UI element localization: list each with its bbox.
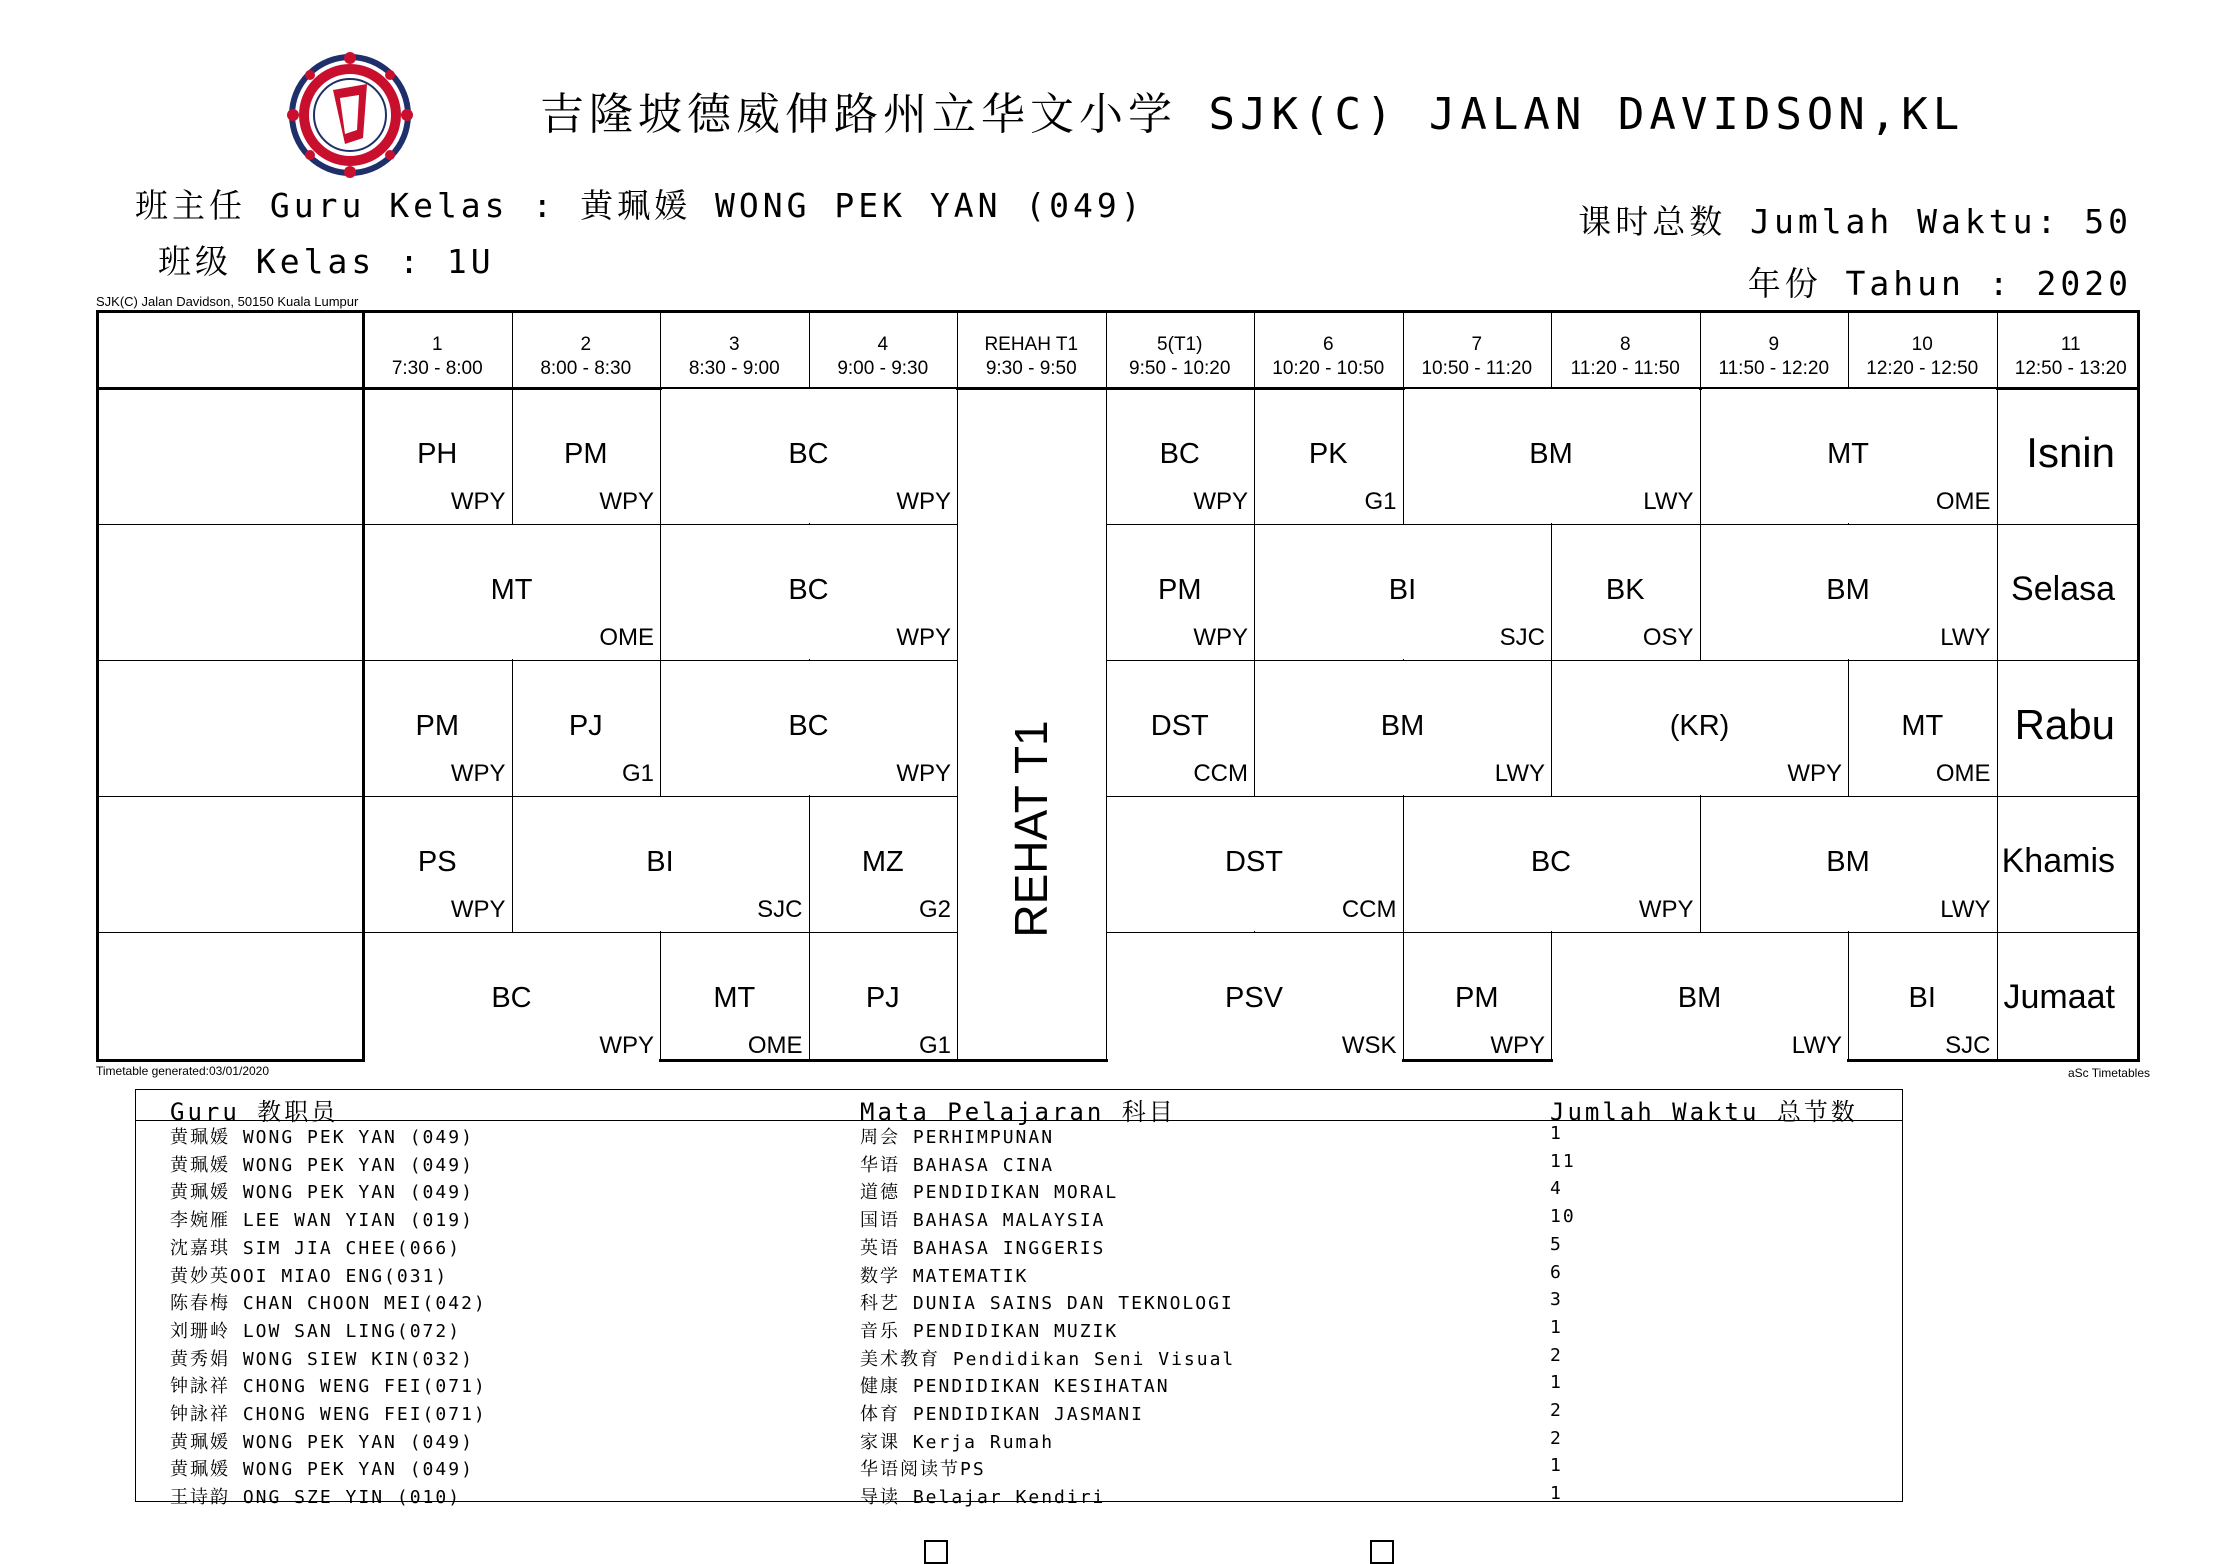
summary-subject: 华语 BAHASA CINA — [860, 1154, 1055, 1176]
lesson-teacher: G2 — [918, 896, 951, 923]
lesson-teacher: SJC — [757, 896, 803, 923]
period-header — [957, 333, 1106, 381]
summary-row — [136, 1287, 1902, 1315]
year-label: 年份 Tahun : — [1747, 264, 2013, 303]
period-number: 6 — [1322, 334, 1334, 355]
lesson-teacher: G1 — [1364, 488, 1397, 515]
summary-count: 1 — [1550, 1483, 1563, 1505]
day-name: Khamis — [2001, 842, 2115, 881]
period-header — [1848, 333, 1997, 381]
grid-vline — [957, 313, 958, 1059]
summary-teacher: 黄珮媛 WONG PEK YAN (049) — [170, 1154, 474, 1176]
row-divider — [99, 660, 363, 661]
lesson-teacher: LWY — [1494, 760, 1545, 787]
period-number: 4 — [877, 334, 889, 355]
lesson-teacher: LWY — [1643, 488, 1694, 515]
summary-subject: 体育 PENDIDIKAN JASMANI — [860, 1404, 1144, 1425]
row-divider — [99, 524, 363, 525]
summary-row — [136, 1453, 1902, 1481]
period-number: 5(T1) — [1157, 334, 1203, 355]
lesson-teacher: WPY — [1193, 624, 1248, 651]
lesson-subject: MZ — [861, 846, 904, 878]
period-number: REHAH T1 — [984, 334, 1079, 355]
lesson-subject: BM — [1529, 438, 1573, 470]
summary-teacher: 黄珮媛 WONG PEK YAN (049) — [170, 1127, 474, 1148]
grid-vline — [1106, 313, 1107, 1059]
class-value: 1U — [446, 242, 495, 281]
summary-header: Jumlah Waktu 总节数 — [1550, 1098, 1858, 1126]
summary-row — [136, 1121, 1902, 1149]
period-time: 11:20 - 11:50 — [1570, 358, 1680, 379]
lesson-teacher: WPY — [599, 488, 654, 515]
summary-teacher: 黄妙英OOI MIAO ENG(031) — [170, 1265, 449, 1287]
year-value: 2020 — [2036, 264, 2132, 303]
period-time: 11:50 - 12:20 — [1718, 358, 1830, 379]
lesson-teacher: WPY — [1490, 1032, 1545, 1059]
summary-teacher: 王诗韵 ONG SZE YIN (010) — [170, 1487, 462, 1509]
lesson-teacher: WPY — [450, 896, 506, 923]
lesson-subject: DST — [1225, 846, 1283, 878]
summary-row — [136, 1232, 1902, 1260]
class-teacher-line — [135, 180, 1145, 227]
lesson-teacher: OME — [599, 624, 654, 651]
lesson-subject: MT — [1827, 438, 1869, 470]
period-time: 10:20 - 10:50 — [1272, 358, 1385, 379]
period-time: 12:50 - 13:20 — [2014, 358, 2127, 379]
summary-row — [136, 1370, 1902, 1398]
period-header — [1106, 333, 1255, 381]
period-header — [1254, 333, 1403, 381]
summary-header: Guru 教职员 — [170, 1098, 339, 1126]
row-divider — [99, 932, 363, 933]
day-name: Selasa — [2011, 570, 2115, 609]
summary-row — [136, 1204, 1902, 1232]
summary-count: 6 — [1550, 1261, 1563, 1283]
summary-count: 2 — [1550, 1427, 1563, 1449]
period-time: 10:50 - 11:20 — [1421, 358, 1533, 379]
asc-brand: aSc Timetables — [2067, 1066, 2150, 1080]
period-number: 9 — [1768, 334, 1780, 355]
summary-count: 3 — [1550, 1289, 1563, 1311]
lesson-teacher: WPY — [896, 624, 951, 651]
summary-subject: 音乐 PENDIDIKAN MUZIK — [860, 1320, 1119, 1342]
lesson-subject: PJ — [865, 982, 900, 1014]
period-number: 3 — [728, 334, 740, 355]
lesson-teacher: SJC — [1499, 624, 1545, 651]
lesson-teacher: WPY — [896, 488, 951, 515]
summary-teacher: 黄珮媛 WONG PEK YAN (049) — [170, 1431, 474, 1453]
period-header — [1997, 333, 2146, 381]
summary-teacher: 黄秀娟 WONG SIEW KIN(032) — [170, 1348, 474, 1370]
period-header — [512, 333, 661, 381]
summary-subject: 健康 PENDIDIKAN KESIHATAN — [860, 1376, 1170, 1398]
summary-teacher: 陈春梅 CHAN CHOON MEI(042) — [170, 1293, 487, 1315]
summary-subject: 英语 BAHASA INGGERIS — [860, 1237, 1106, 1259]
class-teacher-label: 班主任 Guru Kelas : — [135, 186, 557, 225]
summary-row — [136, 1315, 1902, 1343]
lesson-teacher: SJC — [1945, 1032, 1991, 1059]
period-time: 9:30 - 9:50 — [985, 358, 1077, 379]
lesson-teacher: OME — [747, 1032, 803, 1059]
summary-count: 2 — [1550, 1400, 1563, 1421]
period-header — [1700, 333, 1849, 381]
lesson-subject: BC — [788, 574, 829, 606]
lesson-subject: BC — [491, 982, 532, 1014]
lesson-teacher: WPY — [1787, 760, 1842, 787]
lesson-subject: BI — [1388, 574, 1417, 606]
lesson-subject: DST — [1150, 710, 1209, 742]
summary-count: 1 — [1550, 1123, 1563, 1144]
school-name: 吉隆坡德威伸路州立华文小学 SJK(C) JALAN DAVIDSON,KL — [540, 89, 1965, 140]
lesson-subject: (KR) — [1669, 710, 1730, 742]
lesson-teacher: OME — [1935, 488, 1991, 515]
class-label: 班级 Kelas : — [158, 242, 423, 281]
summary-row — [136, 1481, 1902, 1509]
lesson-teacher: WPY — [450, 488, 506, 515]
period-time: 8:00 - 8:30 — [540, 358, 632, 379]
lesson-subject: PM — [564, 438, 608, 470]
lesson-subject: BC — [1530, 846, 1572, 878]
lesson-subject: MT — [1901, 710, 1944, 742]
timetable-grid — [96, 310, 2140, 1062]
lesson-subject: PJ — [568, 710, 603, 742]
lesson-subject: BK — [1605, 574, 1645, 606]
summary-count: 1 — [1550, 1455, 1563, 1477]
lesson-subject: BC — [788, 438, 829, 470]
lesson-teacher: WPY — [1193, 488, 1248, 515]
summary-count: 1 — [1550, 1372, 1563, 1394]
lesson-teacher: WPY — [1638, 896, 1694, 923]
summary-teacher: 钟詠祥 CHONG WENG FEI(071) — [170, 1404, 487, 1425]
year-line — [1748, 258, 2132, 305]
period-number: 7 — [1471, 334, 1483, 355]
summary-subject: 科艺 DUNIA SAINS DAN TEKNOLOGI — [860, 1293, 1234, 1315]
summary-teacher: 李婉雁 LEE WAN YIAN (019) — [170, 1210, 474, 1232]
class-line — [158, 236, 495, 283]
lesson-subject: BM — [1826, 574, 1870, 606]
period-header — [1403, 333, 1552, 381]
period-time: 9:00 - 9:30 — [837, 358, 929, 379]
summary-teacher: 黄珮媛 WONG PEK YAN (049) — [170, 1182, 474, 1204]
grid-vline — [660, 313, 661, 1059]
lesson-teacher: WSK — [1341, 1032, 1397, 1059]
period-header — [660, 333, 809, 381]
lesson-subject: BI — [1908, 982, 1936, 1014]
summary-table — [135, 1089, 1903, 1509]
lesson-teacher: WPY — [450, 760, 506, 787]
lesson-teacher: CCM — [1193, 760, 1248, 787]
summary-subject: 美术教育 Pendidikan Seni Visual — [860, 1348, 1236, 1370]
lesson-teacher: CCM — [1341, 896, 1397, 923]
summary-subject: 导读 Belajar Kendiri — [860, 1487, 1106, 1509]
lesson-teacher: G1 — [918, 1032, 951, 1059]
grid-vline — [1997, 313, 1998, 1059]
generated-date: Timetable generated:03/01/2020 — [96, 1064, 270, 1078]
lesson-teacher: G1 — [621, 760, 654, 787]
summary-teacher: 钟詠祥 CHONG WENG FEI(071) — [170, 1376, 487, 1398]
checkbox-left[interactable] — [924, 1540, 948, 1564]
school-address: SJK(C) Jalan Davidson, 50150 Kuala Lumpur — [96, 294, 359, 309]
lesson-subject: MT — [490, 574, 533, 606]
summary-count: 10 — [1550, 1206, 1576, 1228]
summary-row — [136, 1260, 1902, 1288]
lesson-subject: PS — [417, 846, 457, 878]
summary-row — [136, 1398, 1902, 1426]
period-number: 10 — [1911, 334, 1933, 355]
day-name: Jumaat — [2003, 978, 2115, 1017]
school-logo — [285, 50, 415, 180]
lesson-teacher: WPY — [896, 760, 951, 787]
day-name: Rabu — [2014, 700, 2115, 748]
period-number: 1 — [431, 334, 443, 355]
summary-count: 4 — [1550, 1178, 1563, 1200]
summary-subject: 国语 BAHASA MALAYSIA — [860, 1210, 1106, 1232]
summary-subject: 数学 MATEMATIK — [860, 1265, 1029, 1287]
lesson-teacher: LWY — [1940, 896, 1991, 923]
lesson-teacher: OSY — [1642, 624, 1694, 651]
summary-row — [136, 1426, 1902, 1454]
day-name: Isnin — [2026, 428, 2115, 476]
lesson-teacher: OME — [1935, 760, 1991, 787]
lesson-subject: BI — [646, 846, 674, 878]
summary-teacher: 黄珮媛 WONG PEK YAN (049) — [170, 1459, 474, 1481]
lesson-subject: PH — [417, 438, 458, 470]
summary-count: 2 — [1550, 1344, 1563, 1366]
period-number: 11 — [2060, 334, 2081, 355]
period-time: 9:50 - 10:20 — [1129, 358, 1231, 379]
period-number: 8 — [1619, 334, 1631, 355]
row-divider — [99, 796, 363, 797]
lesson-subject: BC — [1159, 438, 1200, 470]
lesson-subject: BM — [1380, 710, 1425, 742]
summary-header: Mata Pelajaran 科目 — [860, 1098, 1176, 1126]
lesson-subject: PM — [1158, 574, 1202, 606]
summary-teacher: 刘珊岭 LOW SAN LING(072) — [170, 1320, 462, 1342]
period-header — [809, 333, 958, 381]
total-periods-line — [1578, 196, 2132, 243]
lesson-teacher: WPY — [599, 1032, 654, 1059]
lesson-subject: BM — [1826, 846, 1870, 878]
lesson-subject: PM — [415, 710, 459, 742]
period-header — [363, 333, 512, 381]
checkbox-right[interactable] — [1370, 1540, 1394, 1564]
class-teacher-name: 黄珮媛 WONG PEK YAN (049) — [580, 186, 1145, 225]
summary-row — [136, 1343, 1902, 1371]
summary-row — [136, 1149, 1902, 1177]
summary-count: 11 — [1550, 1150, 1576, 1172]
lesson-subject: BC — [788, 710, 829, 742]
lesson-subject: PM — [1455, 982, 1499, 1014]
lesson-subject: MT — [713, 982, 756, 1014]
summary-subject: 家课 Kerja Rumah — [860, 1431, 1055, 1453]
summary-subject: 华语阅读节PS — [860, 1459, 986, 1481]
summary-count: 1 — [1550, 1316, 1563, 1338]
summary-subject: 周会 PERHIMPUNAN — [860, 1127, 1055, 1148]
period-time: 7:30 - 8:00 — [391, 358, 483, 379]
lesson-subject: BM — [1677, 982, 1722, 1014]
summary-teacher: 沈嘉琪 SIM JIA CHEE(066) — [170, 1237, 462, 1259]
period-time: 12:20 - 12:50 — [1866, 358, 1979, 379]
summary-subject: 道德 PENDIDIKAN MORAL — [860, 1182, 1119, 1204]
summary-row — [136, 1176, 1902, 1204]
lesson-teacher: LWY — [1940, 624, 1991, 651]
total-periods-value: 50 — [2084, 202, 2132, 241]
summary-count: 5 — [1550, 1233, 1563, 1255]
period-number: 2 — [580, 334, 592, 355]
lesson-subject: PSV — [1224, 982, 1284, 1014]
period-time: 8:30 - 9:00 — [688, 358, 780, 379]
total-periods-label: 课时总数 Jumlah Waktu: — [1578, 202, 2061, 241]
lesson-subject: PK — [1308, 438, 1348, 470]
lesson-teacher: LWY — [1791, 1032, 1842, 1059]
period-header — [1551, 333, 1700, 381]
break-label: REHAT T1 — [1005, 720, 1058, 938]
